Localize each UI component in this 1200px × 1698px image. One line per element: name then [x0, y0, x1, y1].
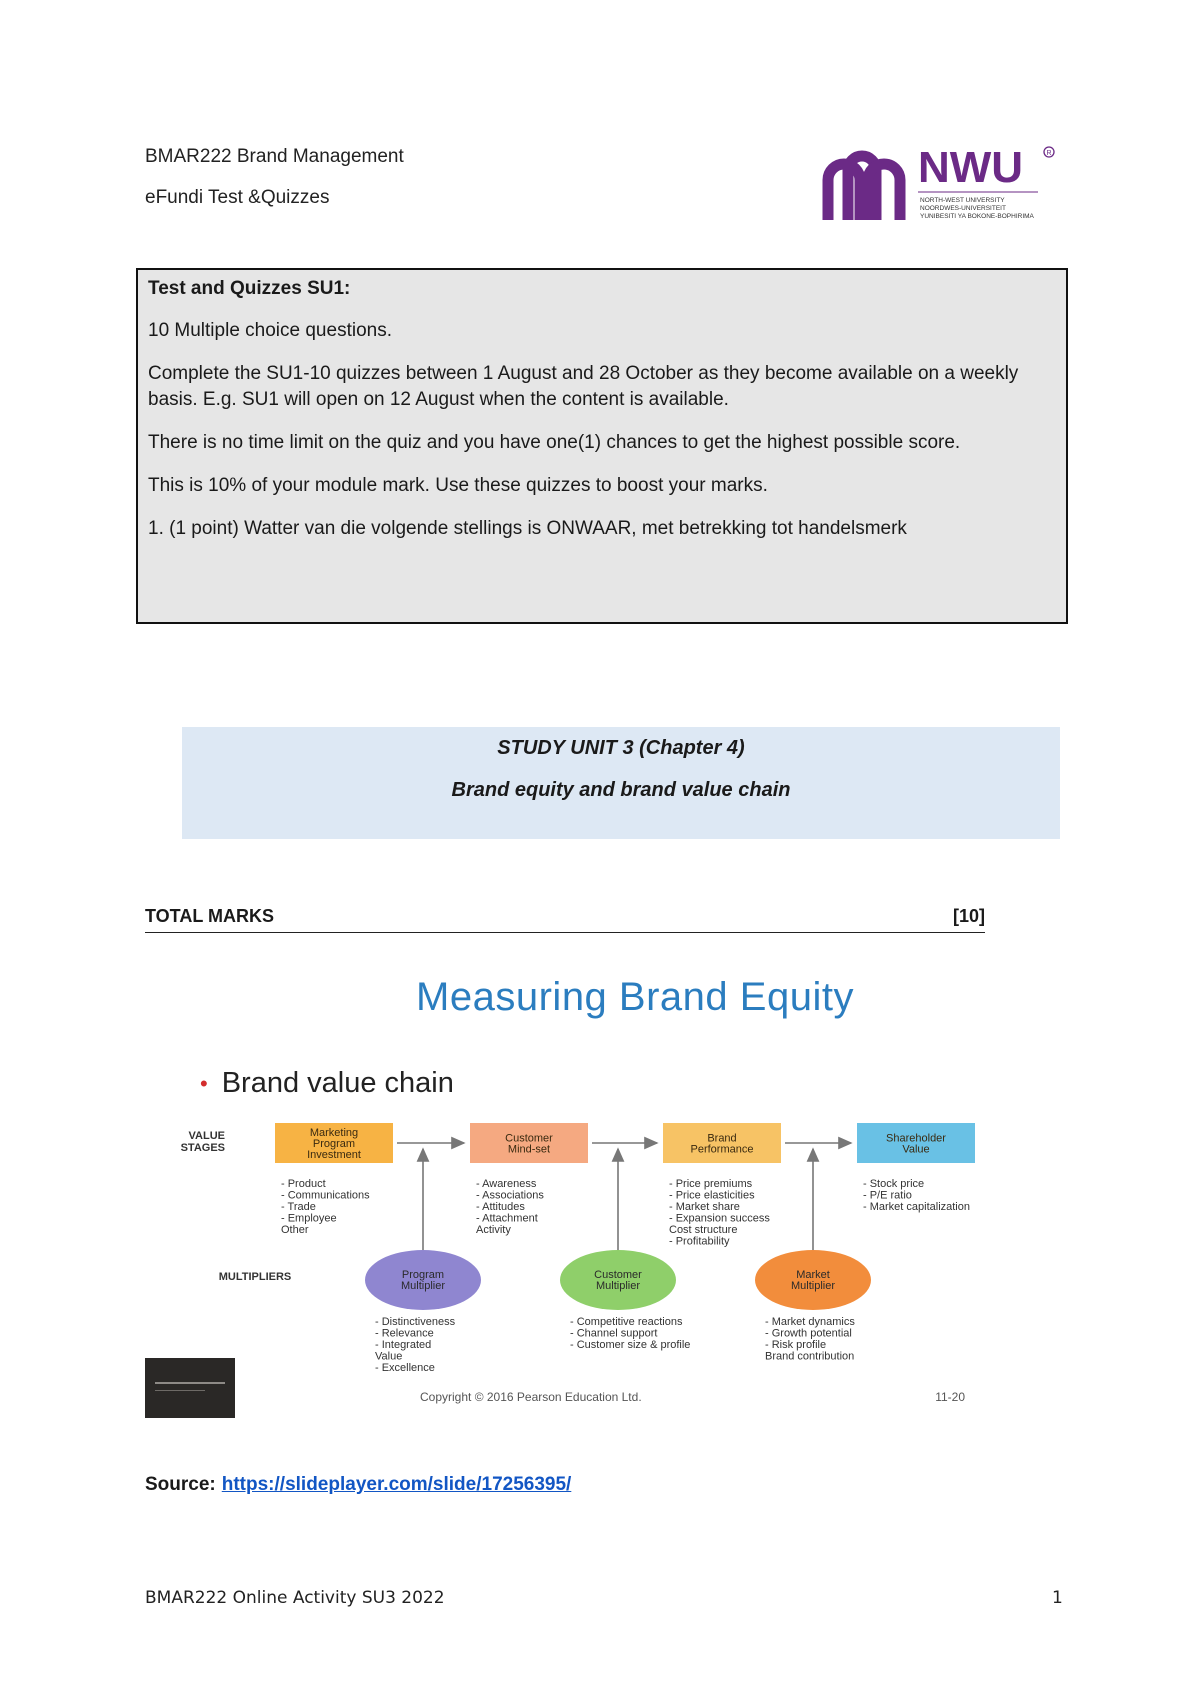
- value-stage-item: - Profitability: [669, 1235, 730, 1248]
- multiplier-label: Multiplier: [595, 1280, 641, 1292]
- cover-thumbnail: [145, 1358, 235, 1418]
- value-stage-item: - Awareness: [476, 1178, 537, 1190]
- svg-text:YUNIBESITI YA BOKONE-BOPHIRIMA: YUNIBESITI YA BOKONE-BOPHIRIMA: [920, 213, 1034, 220]
- value-stage-item: Cost structure: [669, 1224, 738, 1236]
- value-stage-label: Performance: [690, 1143, 754, 1156]
- multiplier-item: - Distinctiveness: [375, 1316, 456, 1328]
- footer-text: BMAR222 Online Activity SU3 2022: [145, 1588, 445, 1608]
- multiplier-label: Multiplier: [790, 1280, 836, 1292]
- multiplier-item: - Relevance: [375, 1327, 434, 1340]
- multiplier-item: - Market dynamics: [765, 1316, 855, 1328]
- multiplier-label: Multiplier: [400, 1280, 446, 1292]
- multiplier-item: - Integrated: [375, 1339, 432, 1351]
- multiplier-item: Brand contribution: [765, 1350, 855, 1363]
- course-title: BMAR222 Brand Management: [145, 146, 404, 167]
- logo-emblem-icon: [828, 156, 900, 220]
- brand-value-chain-slide: [145, 975, 1025, 1415]
- multiplier-item: - Customer size & profile: [570, 1339, 691, 1351]
- quiz-info-box: [136, 268, 1068, 624]
- bullet-icon: •: [200, 1071, 208, 1097]
- value-stage-item: - Expansion success: [669, 1212, 770, 1225]
- multiplier-label: Market: [796, 1269, 830, 1281]
- value-stage-item: - Market share: [669, 1201, 740, 1213]
- total-marks-value: [10]: [952, 906, 985, 926]
- study-unit-title: STUDY UNIT 3 (Chapter 4): [497, 737, 745, 759]
- multiplier-item: Value: [375, 1350, 403, 1363]
- multiplier-item: - Channel support: [570, 1327, 658, 1340]
- study-unit-topic: Brand equity and brand value chain: [451, 779, 791, 801]
- multiplier-label: Customer: [594, 1269, 642, 1281]
- logo-wordmark: NWU: [918, 143, 1024, 192]
- value-stage-label: Investment: [307, 1149, 361, 1161]
- value-stages-label: STAGES: [180, 1142, 225, 1154]
- multiplier-item: - Competitive reactions: [570, 1316, 683, 1328]
- value-stage-item: - Attitudes: [476, 1201, 525, 1213]
- svg-text:NOORDWES-UNIVERSITEIT: NOORDWES-UNIVERSITEIT: [920, 205, 1006, 212]
- source-label: Source:: [145, 1474, 216, 1495]
- value-stage-item: Activity: [476, 1224, 511, 1236]
- value-stages-label: VALUE: [188, 1130, 225, 1142]
- value-stage-label: Marketing: [309, 1127, 359, 1139]
- study-unit-banner: [182, 727, 1060, 839]
- svg-text:NORTH-WEST UNIVERSITY: NORTH-WEST UNIVERSITY: [920, 197, 1005, 204]
- multiplier-label: Program: [401, 1269, 445, 1281]
- value-stage-item: - Market capitalization: [863, 1201, 970, 1213]
- value-stage-item: - Attachment: [476, 1212, 538, 1225]
- source-line: [145, 1474, 571, 1496]
- slide-bullet: • Brand value chain: [200, 1067, 454, 1099]
- value-stage-item: Other: [281, 1224, 309, 1236]
- multiplier-item: - Growth potential: [765, 1327, 852, 1340]
- quiz-schedule: Complete the SU1-10 quizzes between 1 August and 28 October as they become available on a weekly basis. E.g. SU1 will open on 12 August when the content is available.: [148, 363, 1019, 410]
- value-stage-label: Customer: [505, 1132, 553, 1145]
- quiz-title: Test and Quizzes SU1:: [148, 278, 351, 299]
- slide-copyright: Copyright © 2016 Pearson Education Ltd.: [420, 1390, 642, 1404]
- page-number: 1: [1052, 1588, 1063, 1608]
- total-marks-label: TOTAL MARKS: [145, 906, 274, 926]
- value-stage-item: - Associations: [476, 1189, 544, 1202]
- value-stage-item: - Product: [281, 1178, 326, 1190]
- value-stage-label: Shareholder: [886, 1132, 946, 1145]
- slide-number: 11-20: [935, 1390, 965, 1404]
- value-stage-label: Brand: [707, 1132, 737, 1145]
- svg-text:R: R: [1046, 150, 1052, 157]
- value-stage-label: Value: [902, 1143, 930, 1156]
- slide-title: Measuring Brand Equity: [416, 975, 854, 1019]
- value-stage-item: - P/E ratio: [863, 1189, 912, 1202]
- value-stage-item: - Stock price: [863, 1178, 925, 1190]
- value-chain-diagram: [145, 1115, 1025, 1415]
- nwu-logo: [820, 140, 1060, 230]
- document-subtitle: eFundi Test &Quizzes: [145, 187, 330, 208]
- value-stage-item: - Price premiums: [669, 1178, 753, 1190]
- value-stage-label: Program: [312, 1138, 356, 1150]
- value-stage-label: Mind-set: [507, 1143, 551, 1156]
- source-link[interactable]: https://slideplayer.com/slide/17256395/: [221, 1474, 572, 1495]
- quiz-question-count: 10 Multiple choice questions.: [148, 320, 392, 341]
- quiz-question-1: 1. (1 point) Watter van die volgende stellings is ONWAAR, met betrekking tot handelsmerk: [148, 518, 907, 539]
- quiz-weight: This is 10% of your module mark. Use these quizzes to boost your marks.: [148, 475, 768, 496]
- multipliers-label: MULTIPLIERS: [218, 1271, 292, 1283]
- value-stage-item: - Employee: [281, 1212, 337, 1225]
- multiplier-item: - Risk profile: [765, 1339, 827, 1351]
- quiz-time-limit: There is no time limit on the quiz and you have one(1) chances to get the highest possible score.: [148, 432, 961, 453]
- value-stage-item: - Communications: [281, 1189, 370, 1202]
- value-stage-item: - Trade: [281, 1201, 316, 1213]
- value-stage-item: - Price elasticities: [669, 1189, 755, 1202]
- total-marks-row: [145, 906, 985, 933]
- multiplier-item: - Excellence: [375, 1362, 435, 1374]
